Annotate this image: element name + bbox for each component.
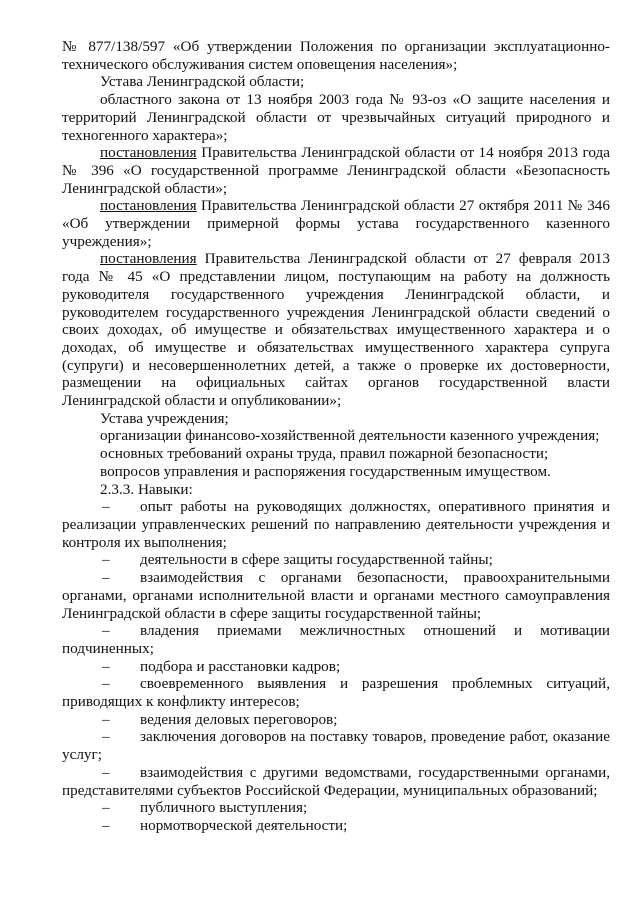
skills-list-item-text: взаимодействия с другими ведомствами, государственными органами, представителями субъектов Российской Федерации, муниципальных образований; <box>62 763 610 799</box>
skills-list-item-text: подбора и расстановки кадров; <box>140 657 341 675</box>
paragraph-labor-safety: основных требований охраны труда, правил пожарной безопасности; <box>100 445 549 463</box>
dash-bullet: – <box>102 799 110 817</box>
paragraph-region-charter: Устава Ленинградской области; <box>100 73 305 91</box>
dash-bullet: – <box>102 763 110 781</box>
dash-bullet: – <box>102 728 110 746</box>
dash-bullet: – <box>102 816 110 834</box>
paragraph-text: Правительства Ленинградской области от 14 ноября 2013 года № 396 «О государственной программе Ленинградской области «Безопасность Ленинградской области»; <box>62 144 610 197</box>
skills-list-item-text: владения приемами межличностных отношений и мотивации подчиненных; <box>62 622 610 657</box>
skills-list-item <box>62 711 610 729</box>
paragraph-institution-charter: Устава учреждения; <box>100 409 229 427</box>
dash-bullet: – <box>102 710 110 728</box>
skills-list-item-text: нормотворческой деятельности; <box>140 816 348 834</box>
skills-list-item <box>62 799 610 817</box>
paragraph-resolution-346 <box>62 197 610 250</box>
dash-bullet: – <box>102 657 110 675</box>
dash-bullet: – <box>102 569 110 587</box>
skills-list <box>62 498 610 834</box>
paragraph-decree-877: № 877/138/597 «Об утверждении Положения по организации эксплуатационно-технического обслуживания систем оповещения населения»; <box>62 38 610 73</box>
resolution-link[interactable]: постановления <box>100 197 197 215</box>
paragraph-text: Правительства Ленинградской области от 27 февраля 2013 года № 45 «О представлении лицом, поступающим на работу на должность руководителя государственного учреждения Ленинградской области, и руководителем государственного учреждения Ленинградской области сведений о своих доходах, об имуществе и обязательствах имущественного характера и о доходах, об имуществе и обязательствах имущественного характера супруга (супруги) и несовершеннолетних детей, а также о проверке их достоверности, размещении на официальных сайтах органов государственной власти Ленинградской области и опубликовании»; <box>62 250 610 410</box>
skills-list-item <box>62 764 610 799</box>
skills-list-item <box>62 675 610 710</box>
paragraph-financial-activity: организации финансово-хозяйственной деятельности казенного учреждения; <box>100 427 600 445</box>
skills-list-item <box>62 498 610 551</box>
dash-bullet: – <box>102 551 110 569</box>
dash-bullet: – <box>102 675 110 693</box>
skills-list-item-text: своевременного выявления и разрешения проблемных ситуаций, приводящих к конфликту интересов; <box>62 675 610 711</box>
dash-bullet: – <box>102 622 110 640</box>
paragraph-resolution-396 <box>62 144 610 197</box>
skills-list-item <box>62 569 610 622</box>
paragraph-text: Правительства Ленинградской области 27 октября 2011 № 346 «Об утверждении примерной формы устава государственного казенного учреждения»; <box>62 197 610 250</box>
skills-list-item <box>62 658 610 676</box>
skills-list-item <box>62 622 610 657</box>
skills-list-item <box>62 817 610 835</box>
document-page <box>62 38 610 835</box>
paragraph-regional-law-93: областного закона от 13 ноября 2003 года № 93-оз «О защите населения и территорий Ленинградской области от чрезвычайных ситуаций природного и техногенного характера»; <box>62 91 610 144</box>
skills-list-item-text: ведения деловых переговоров; <box>140 710 338 728</box>
section-heading-skills: 2.3.3. Навыки: <box>100 480 193 498</box>
paragraph-property-management: вопросов управления и распоряжения государственным имуществом. <box>100 462 551 480</box>
paragraph-resolution-45 <box>62 250 610 409</box>
skills-list-item-text: публичного выступления; <box>140 799 308 817</box>
skills-list-item <box>62 728 610 763</box>
skills-list-item-text: опыт работы на руководящих должностях, оперативного принятия и реализации управленческих решений по направлению деятельности учреждения и контроля их выполнения; <box>62 498 610 551</box>
skills-list-item <box>62 551 610 569</box>
skills-list-item-text: заключения договоров на поставку товаров, проведение работ, оказание услуг; <box>62 728 610 764</box>
resolution-link[interactable]: постановления <box>100 250 197 268</box>
dash-bullet: – <box>102 498 110 516</box>
skills-list-item-text: деятельности в сфере защиты государственной тайны; <box>140 551 493 569</box>
skills-list-item-text: взаимодействия с органами безопасности, правоохранительными органами, органами исполнительной власти и органами местного самоуправления Ленинградской области в сфере защиты государственной тайны; <box>62 569 610 622</box>
resolution-link[interactable]: постановления <box>100 144 197 162</box>
